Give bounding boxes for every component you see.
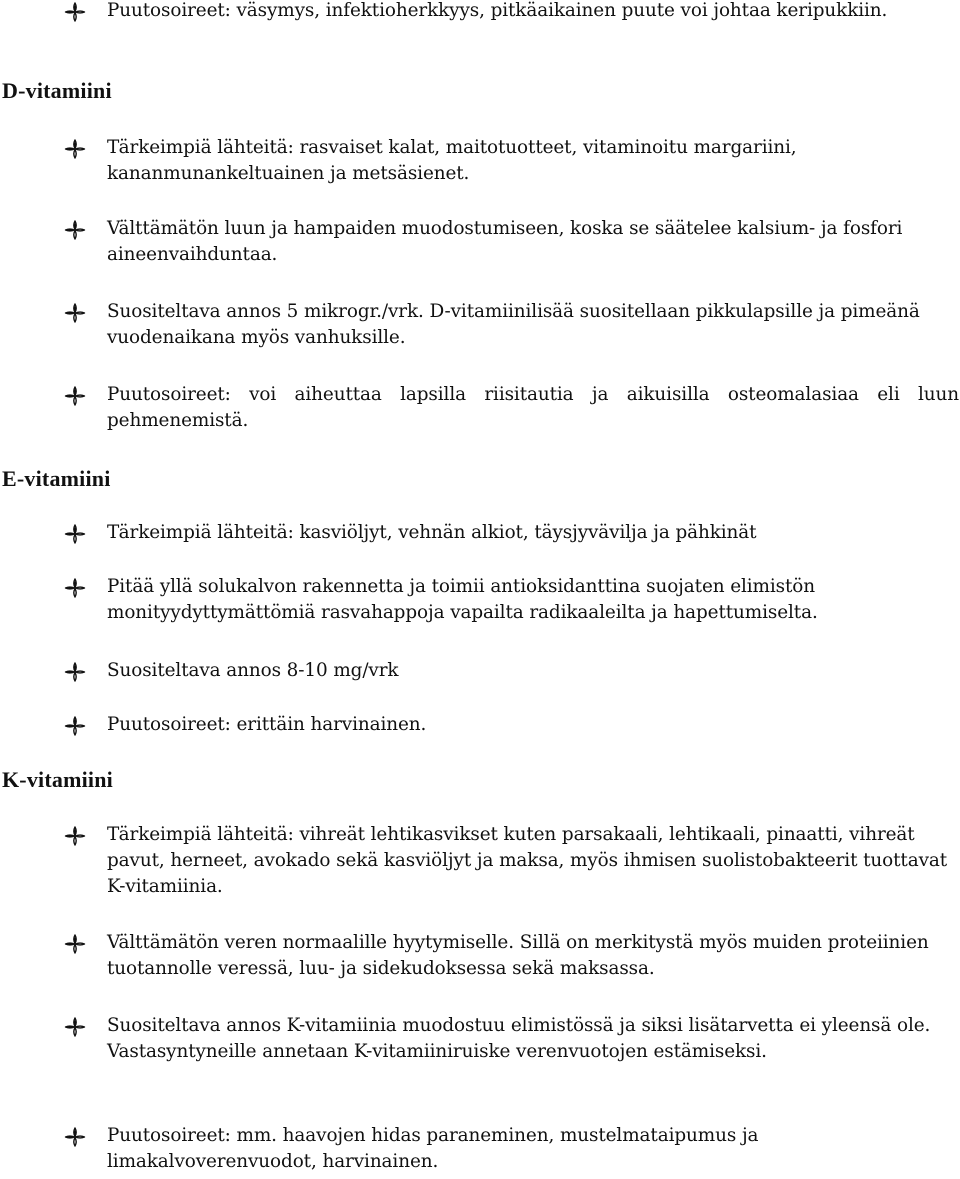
diamond-bullet-icon [64, 578, 86, 598]
list-item [0, 299, 960, 355]
bullet-text: Välttämätön luun ja hampaiden muodostumiseen, koska se säätelee kalsium- ja fosfori aineenvaihduntaa. [107, 218, 903, 265]
bullet-text: Puutosoireet: väsymys, infektioherkkyys, pitkäaikainen puute voi johtaa keripukkiin. [107, 0, 888, 21]
bullet-text: Puutosoireet: mm. haavojen hidas paraneminen, mustelmataipumus ja limakalvoverenvuodot, harvinainen. [107, 1125, 759, 1172]
bullet-text: Suositeltava annos 8-10 mg/vrk [107, 660, 399, 681]
bullet-text: Suositeltava annos 5 mikrogr./vrk. D-vitamiinilisää suositellaan pikkulapsille ja pimeänä vuodenaikana myös vanhuksille. [107, 301, 920, 348]
list-item [0, 382, 960, 438]
section-heading-k-vitamin: K-vitamiini [2, 767, 113, 792]
diamond-bullet-icon [64, 1127, 86, 1147]
list-item [0, 574, 960, 630]
diamond-bullet-icon [64, 934, 86, 954]
list-item [0, 1123, 960, 1179]
diamond-bullet-icon [64, 1017, 86, 1037]
bullet-text: Puutosoireet: voi aiheuttaa lapsilla riisitautia ja aikuisilla osteomalasiaa eli luun pehmenemistä. [107, 384, 959, 431]
list-item [0, 712, 960, 742]
bullet-text: Suositeltava annos K-vitamiinia muodostuu elimistössä ja siksi lisätarvetta ei yleensä ole. Vastasyntyneille annetaan K-vitamiiniruiske verenvuotojen estämiseksi. [107, 1015, 931, 1062]
bullet-text: Tärkeimpiä lähteitä: vihreät lehtikasvikset kuten parsakaali, lehtikaali, pinaatti, vihreät pavut, herneet, avokado sekä kasviöljyt ja maksa, myös ihmisen suolistobakteerit tuottavat K-vitamiinia. [107, 824, 948, 897]
diamond-bullet-icon [64, 386, 86, 406]
section-heading-d-vitamin: D-vitamiini [2, 78, 112, 103]
diamond-bullet-icon [64, 303, 86, 323]
diamond-bullet-icon [64, 826, 86, 846]
diamond-bullet-icon [64, 716, 86, 736]
diamond-bullet-icon [64, 524, 86, 544]
list-item [0, 216, 960, 272]
list-item [0, 822, 960, 904]
diamond-bullet-icon [64, 220, 86, 240]
diamond-bullet-icon [64, 662, 86, 682]
list-item [0, 135, 960, 191]
bullet-text: Välttämätön veren normaalille hyytymiselle. Sillä on merkitystä myös muiden proteiinien tuotannolle veressä, luu- ja sidekudoksessa sekä maksassa. [107, 932, 929, 979]
bullet-text: Tärkeimpiä lähteitä: rasvaiset kalat, maitotuotteet, vitaminoitu margariini, kananmunankeltuainen ja metsäsienet. [107, 137, 797, 184]
bullet-text: Tärkeimpiä lähteitä: kasviöljyt, vehnän alkiot, täysjyvävilja ja pähkinät [107, 522, 757, 543]
list-item [0, 658, 960, 688]
list-item [0, 520, 960, 550]
list-item [0, 930, 960, 986]
list-item [0, 1013, 960, 1095]
bullet-text: Puutosoireet: erittäin harvinainen. [107, 714, 427, 735]
bullet-text: Pitää yllä solukalvon rakennetta ja toimii antioksidanttina suojaten elimistön monityydyttymättömiä rasvahappoja vapailta radikaaleilta ja hapettumiselta. [107, 576, 818, 623]
list-item [0, 0, 960, 54]
diamond-bullet-icon [64, 139, 86, 159]
section-heading-e-vitamin: E-vitamiini [2, 466, 111, 491]
diamond-bullet-icon [64, 2, 86, 22]
